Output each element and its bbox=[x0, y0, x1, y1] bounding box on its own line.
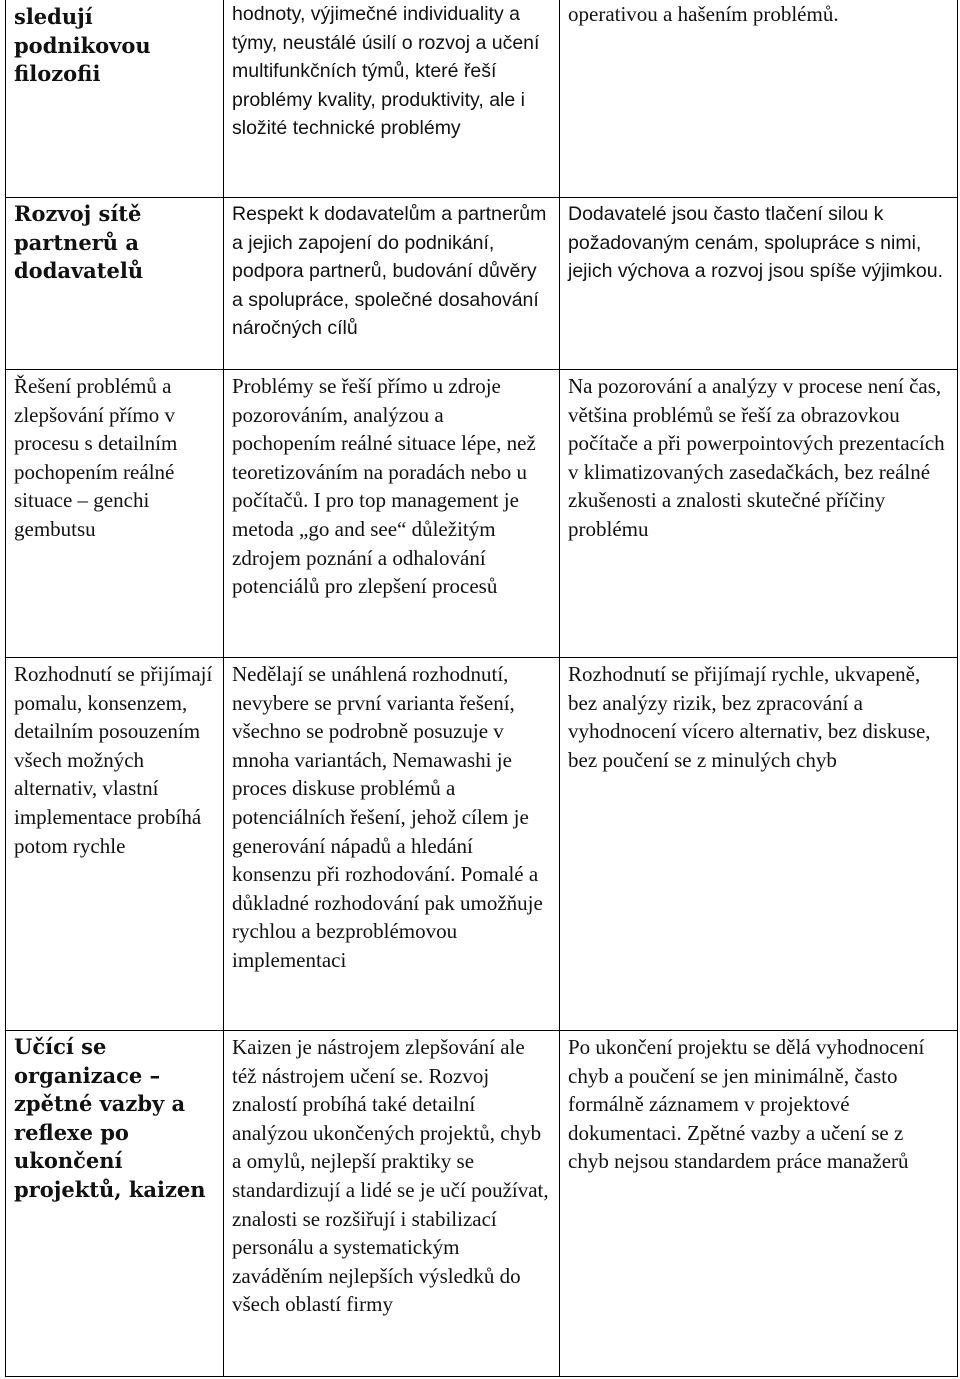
traditional-cell bbox=[560, 370, 958, 658]
traditional-text: Na pozorování a analýzy v procese není čas, většina problémů se řeší za obrazovkou počítače a při powerpointových prezentacích v klimatizovaných zasedačkách, bez reálné zkušenosti a znalosti skutečné příčiny problému bbox=[568, 374, 945, 541]
toyota-cell bbox=[224, 198, 560, 370]
topic-text: Rozvoj sítě partnerů a dodavatelů bbox=[14, 201, 144, 284]
table-row bbox=[6, 0, 958, 198]
traditional-text: Po ukončení projektu se dělá vyhodnocení chyb a poučení se jen minimálně, často formálně záznamem v projektové dokumentaci. Zpětné vazby a učení se z chyb nejsou standardem práce manažerů bbox=[568, 1035, 925, 1174]
topic-text: Řešení problémů a zlepšování přímo v procesu s detailním pochopením reálné situace – genchi gembutsu bbox=[14, 374, 178, 541]
table-row bbox=[6, 370, 958, 658]
comparison-table bbox=[5, 0, 958, 1377]
topic-cell bbox=[6, 1031, 224, 1377]
traditional-cell bbox=[560, 1031, 958, 1377]
toyota-cell bbox=[224, 0, 560, 198]
toyota-cell bbox=[224, 1031, 560, 1377]
traditional-cell bbox=[560, 658, 958, 1031]
topic-cell bbox=[6, 370, 224, 658]
toyota-cell bbox=[224, 658, 560, 1031]
traditional-text: operativou a hašením problémů. bbox=[568, 2, 839, 26]
topic-cell bbox=[6, 0, 224, 198]
topic-text: Učící se organizace – zpětné vazby a reflexe po ukončení projektů, kaizen bbox=[14, 1034, 206, 1202]
topic-text: sledují podnikovou filozofii bbox=[14, 4, 151, 87]
traditional-text: Dodavatelé jsou často tlačení silou k požadovaným cenám, spolupráce s nimi, jejich výchova a rozvoj jsou spíše výjimkou. bbox=[568, 203, 943, 283]
traditional-cell bbox=[560, 198, 958, 370]
table-row bbox=[6, 658, 958, 1031]
table-row bbox=[6, 1031, 958, 1377]
toyota-text: Problémy se řeší přímo u zdroje pozorováním, analýzou a pochopením reálné situace lépe, než teoretizováním na poradách nebo u počítačů. I pro top management je metoda „go and see“ důležitým zdrojem poznání a odhalování potenciálů pro zlepšení procesů bbox=[232, 374, 536, 599]
toyota-text: hodnoty, výjimečné individuality a týmy, neustálé úsilí o rozvoj a učení multifunkčních týmů, které řeší problémy kvality, produktivity, ale i složité technické problémy bbox=[232, 3, 540, 140]
toyota-cell bbox=[224, 370, 560, 658]
toyota-text: Respekt k dodavatelům a partnerům a jejich zapojení do podnikání, podpora partnerů, budování důvěry a spolupráce, společné dosahování náročných cílů bbox=[232, 203, 547, 340]
topic-cell bbox=[6, 658, 224, 1031]
topic-cell bbox=[6, 198, 224, 370]
toyota-text: Nedělají se unáhlená rozhodnutí, nevybere se první varianta řešení, všechno se podrobně posuzuje v mnoha variantách, Nemawashi je proces diskuse problémů a potenciálních řešení, jehož cílem je generování nápadů a hledání konsenzu při rozhodování. Pomalé a důkladné rozhodování pak umožňuje rychlou a bezproblémovou implementaci bbox=[232, 662, 543, 972]
table-row bbox=[6, 198, 958, 370]
topic-text: Rozhodnutí se přijímají pomalu, konsenzem, detailním posouzením všech možných alternativ, vlastní implementace probíhá potom rychle bbox=[14, 662, 213, 858]
toyota-text: Kaizen je nástrojem zlepšování ale též nástrojem učení se. Rozvoj znalostí probíhá také detailní analýzou ukončených projektů, chyb a omylů, nejlepší praktiky se standardizují a lidé se je učí používat, znalosti se rozšiřují i stabilizací personálu a systematickým zaváděním nejlepších výsledků do všech oblastí firmy bbox=[232, 1035, 549, 1317]
traditional-cell bbox=[560, 0, 958, 198]
traditional-text: Rozhodnutí se přijímají rychle, ukvapeně, bez analýzy rizik, bez zpracování a vyhodnocení vícero alternativ, bez diskuse, bez poučení se z minulých chyb bbox=[568, 662, 931, 772]
